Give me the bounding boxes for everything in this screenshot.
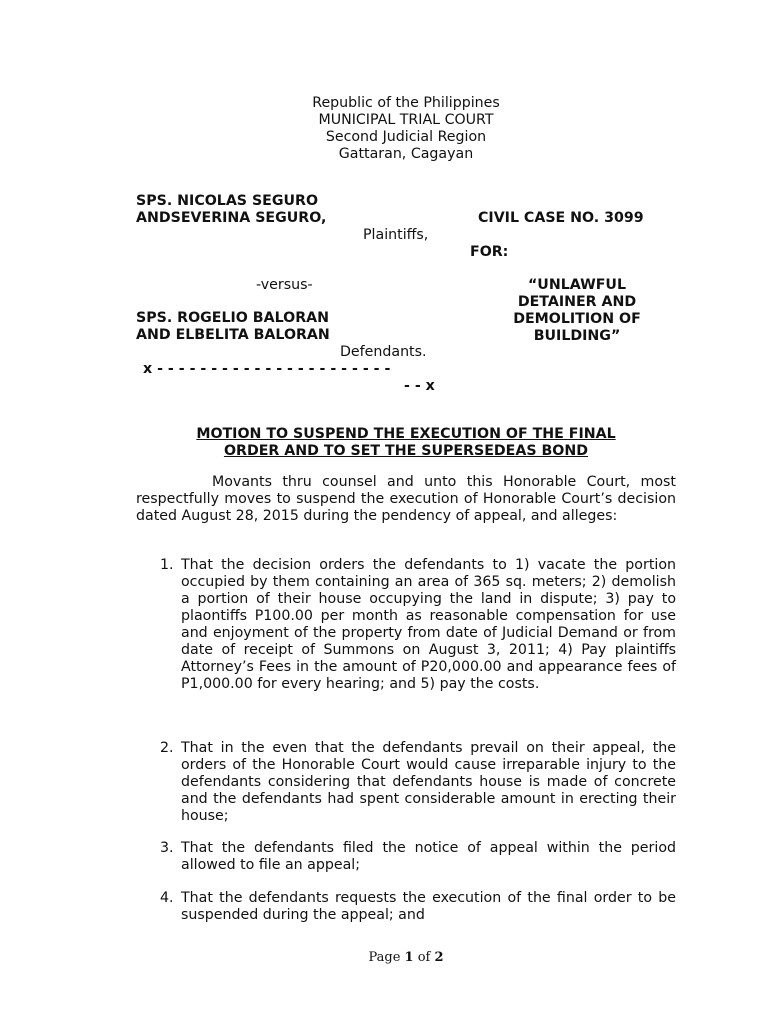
case-nature-line2: DETAINER AND (517, 294, 637, 310)
caption-separator-line2: - - x (404, 378, 435, 394)
item-3-number: 3. (160, 840, 174, 856)
defendant-name-line2: AND ELBELITA BALORAN (136, 327, 330, 343)
defendant-name-line1: SPS. ROGELIO BALORAN (136, 310, 329, 326)
intro-paragraph: Movants thru counsel and unto this Honorable Court, most respectfully moves to suspend the execution of Honorable Court’s decision dated August 28, 2015 during the pendency of appeal, and alleges: (136, 474, 676, 524)
page-label: Page (368, 950, 401, 965)
case-nature-line1: “UNLAWFUL (527, 277, 626, 293)
header-region: Second Judicial Region (325, 129, 487, 145)
caption-separator-line1: x - - - - - - - - - - - - - - - - - - - - - - (143, 361, 391, 377)
header-court: MUNICIPAL TRIAL COURT (318, 112, 494, 128)
item-1-text: That the decision orders the defendants to 1) vacate the portion occupied by them containing an area of 365 sq. meters; 2) demolish a portion of their house occupying the land in dispute; 3) pay to plaontiffs P100.00 per month as reasonable compensation for use and enjoyment of the property from date of Judicial Demand or from date of receipt of Summons on August 3, 2011; 4) Pay plaintiffs Attorney’s Fees in the amount of P20,000.00 and appearance fees of P1,000.00 for every hearing; and 5) pay the costs. (181, 557, 676, 692)
item-3-text: That the defendants filed the notice of appeal within the period allowed to file an appeal; (181, 840, 676, 873)
motion-title-line1: MOTION TO SUSPEND THE EXECUTION OF THE FINAL (196, 426, 616, 442)
item-2-text: That in the even that the defendants prevail on their appeal, the orders of the Honorable Court would cause irreparable injury to the defendants considering that defendants house is made of concrete and the defendants had spent considerable amount in erecting their house; (181, 740, 676, 824)
civil-case-number: CIVIL CASE NO. 3099 (478, 210, 644, 226)
plaintiff-name-line2: ANDSEVERINA SEGURO, (136, 210, 327, 226)
item-4-text: That the defendants requests the execution of the final order to be suspended during the appeal; and (181, 890, 676, 923)
defendant-role: Defendants. (340, 344, 427, 360)
case-nature-line3: DEMOLITION OF (513, 311, 641, 327)
for-label: FOR: (470, 244, 509, 260)
case-nature-line4: BUILDING” (533, 328, 621, 344)
page-of-label: of (417, 950, 431, 965)
case-nature (470, 277, 684, 345)
page-current: 1 (404, 950, 414, 965)
item-4-number: 4. (160, 890, 174, 906)
page-total: 2 (434, 950, 444, 965)
motion-title-line2: ORDER AND TO SET THE SUPERSEDEAS BOND (223, 443, 589, 459)
item-2-number: 2. (160, 740, 174, 756)
plaintiff-role: Plaintiffs, (363, 227, 429, 243)
header-location: Gattaran, Cagayan (338, 146, 474, 162)
plaintiff-name-line1: SPS. NICOLAS SEGURO (136, 193, 319, 209)
versus-label: -versus- (256, 277, 313, 293)
item-1-number: 1. (160, 557, 174, 573)
page-number-footer (0, 950, 768, 965)
header-republic: Republic of the Philippines (312, 95, 500, 111)
